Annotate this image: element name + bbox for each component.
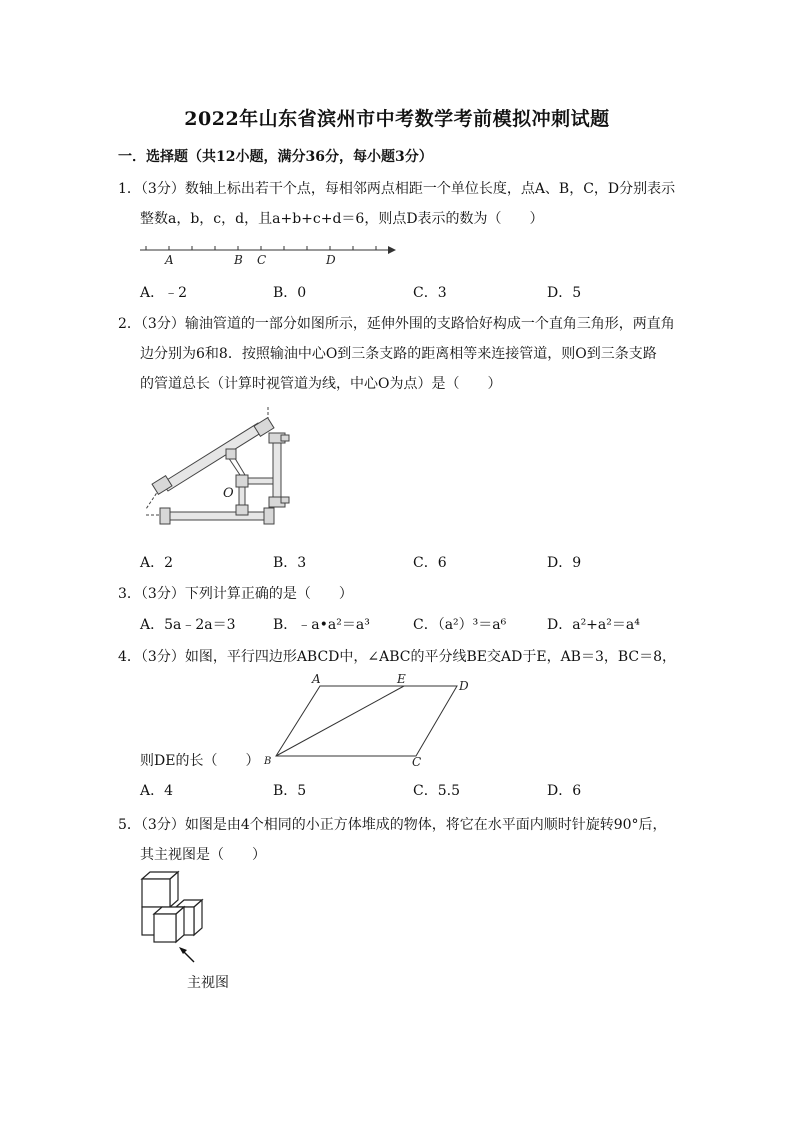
q4-parallelogram-figure: [262, 672, 482, 768]
q2-option-a[interactable]: A．2: [140, 555, 174, 571]
q4-option-b[interactable]: B．5: [273, 783, 307, 799]
q3-option-b[interactable]: B．﹣a•a²＝a³: [273, 617, 370, 633]
q4-label-b: B: [264, 756, 272, 767]
q4-line2: 则DE的长（ ）: [140, 753, 260, 769]
q2-option-b[interactable]: B．3: [273, 555, 307, 571]
q3-option-c[interactable]: C．（a²）³＝a⁶: [413, 617, 507, 633]
q4-option-d[interactable]: D．6: [547, 783, 582, 799]
q2-option-c[interactable]: C．6: [413, 555, 447, 571]
q1-label-b: B: [234, 253, 243, 267]
q1-label-c: C: [257, 253, 267, 267]
q2-line1: 2．（3分）输油管道的一部分如图所示，延伸外围的支路恰好构成一个直角三角形，两直角: [118, 316, 675, 332]
q1-option-c[interactable]: C．3: [413, 285, 447, 301]
q3-option-a[interactable]: A．5a﹣2a＝3: [140, 617, 236, 633]
q5-cubes-figure: [134, 870, 214, 960]
q1-label-d: D: [326, 253, 336, 267]
q1-option-a[interactable]: A．﹣2: [140, 285, 188, 301]
page-title: 2022年山东省滨州市中考数学考前模拟冲刺试题: [184, 108, 610, 130]
q3-line1: 3．（3分）下列计算正确的是（ ）: [118, 586, 353, 602]
q5-caption-main-view: 主视图: [187, 975, 229, 991]
q1-number-line: [138, 238, 398, 268]
section-heading: 一．选择题（共12小题，满分36分，每小题3分）: [118, 149, 433, 165]
q2-center-label: O: [223, 486, 234, 501]
q5-line1: 5．（3分）如图是由4个相同的小正方体堆成的物体，将它在水平面内顺时针旋转90°后，: [118, 817, 667, 833]
q1-option-b[interactable]: B．0: [273, 285, 307, 301]
q4-label-c: C: [412, 755, 422, 769]
q2-line2: 边分别为6和8．按照输油中心O到三条支路的距离相等来连接管道，则O到三条支路: [140, 346, 657, 362]
q4-option-c[interactable]: C．5.5: [413, 783, 460, 799]
q1-line2: 整数a，b，c，d，且a+b+c+d＝6，则点D表示的数为（ ）: [140, 211, 544, 227]
q1-line1: 1．（3分）数轴上标出若干个点，每相邻两点相距一个单位长度，点A、B，C，D分别表示: [118, 181, 676, 197]
q4-label-e: E: [397, 672, 406, 686]
q4-option-a[interactable]: A．4: [140, 783, 174, 799]
q1-option-d[interactable]: D．5: [547, 285, 582, 301]
q5-line2: 其主视图是（ ）: [140, 847, 266, 863]
q3-option-d[interactable]: D．a²+a²＝a⁴: [547, 617, 640, 633]
q2-pipeline-figure: [140, 405, 300, 540]
q4-label-a: A: [312, 672, 321, 686]
q1-label-a: A: [165, 253, 174, 267]
q4-label-d: D: [459, 679, 469, 693]
q2-option-d[interactable]: D．9: [547, 555, 582, 571]
q4-line1: 4．（3分）如图，平行四边形ABCD中，∠ABC的平分线BE交AD于E，AB＝3，BC＝8，: [118, 649, 677, 665]
q2-line3: 的管道总长（计算时视管道为线，中心O为点）是（ ）: [140, 376, 502, 392]
